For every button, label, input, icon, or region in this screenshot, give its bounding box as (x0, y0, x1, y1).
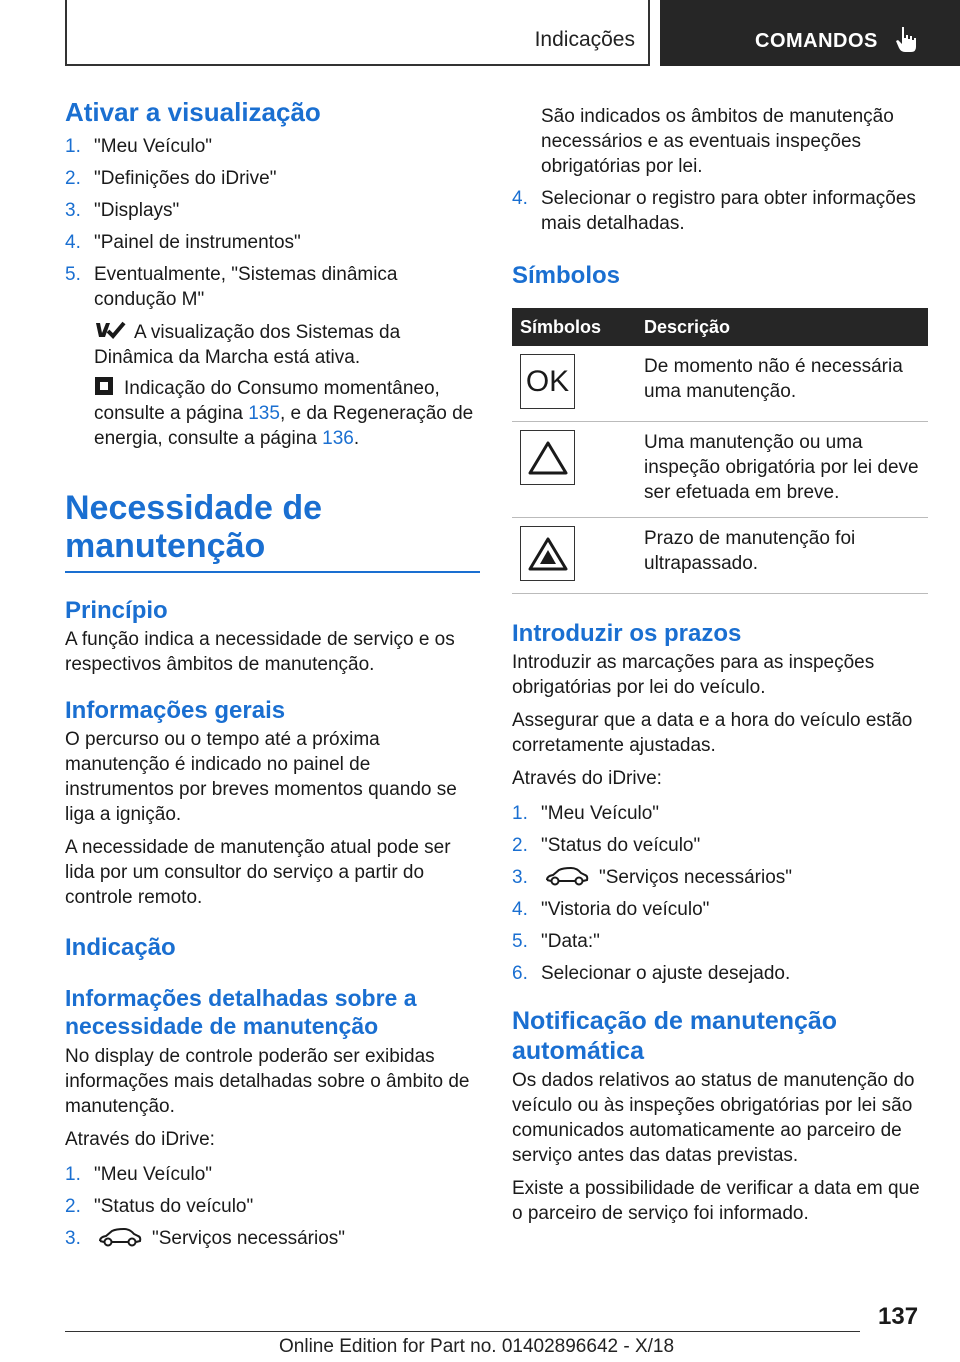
detalhadas-paragraph: No display de controle poderão ser exibidas informações mais detalhadas sobre o âmbito de manutenção. (65, 1046, 470, 1117)
ok-icon: OK (520, 354, 575, 409)
prazos-paragraph-2: Assegurar que a data e a hora do veículo estão corretamente ajustadas. (512, 710, 913, 756)
right-column (512, 104, 928, 1226)
list-item: 4. Selecionar o registro para obter informações mais detalhadas. (512, 188, 916, 234)
warning-triangle-outline-icon (520, 430, 575, 485)
detalhadas-idrive: Através do iDrive: (65, 1129, 215, 1150)
table-cell-desc: De momento não é necessária uma manutenção. (636, 346, 928, 422)
heading-detalhadas: Informações detalhadas sobre a necessidade de manutenção (65, 985, 417, 1039)
table-row (512, 346, 928, 422)
info-paragraph-1: O percurso ou o tempo até a próxima manutenção é indicado no painel de instrumentos por breves momentos quando se liga a ignição. (65, 729, 457, 825)
table-row (512, 518, 928, 594)
table-header-descricao: Descrição (636, 308, 928, 346)
header-divider-left (65, 0, 67, 66)
heading-principio: Princípio (65, 597, 168, 624)
symbols-table (512, 308, 928, 594)
page-header (0, 0, 960, 66)
list-item: 2. "Status do veículo" (65, 1196, 254, 1217)
car-icon (98, 1228, 142, 1248)
consumption-square-icon (94, 376, 114, 396)
footer-edition: Online Edition for Part no. 01402896642 - X/18 (279, 1336, 675, 1357)
left-column (65, 96, 480, 1258)
warning-triangle-filled-icon (520, 526, 575, 581)
prazos-paragraph-1: Introduzir as marcações para as inspeções obrigatórias por lei do veículo. (512, 652, 875, 698)
list-item: 6. Selecionar o ajuste desejado. (512, 963, 791, 984)
list-item: 2. "Definições do iDrive" (65, 168, 277, 189)
list-item: 4. "Painel de instrumentos" (65, 232, 301, 253)
footer-rule (65, 1331, 860, 1332)
notif-paragraph-1: Os dados relativos ao status de manutenção do veículo ou às inspeções obrigatórias por lei são comunicados automaticamente ao parceiro de serviço antes das datas previstas. (512, 1070, 915, 1166)
continued-text: São indicados os âmbitos de manutenção necessários e as eventuais inspeções obrigatórias por lei. (541, 106, 894, 177)
heading-prazos: Introduzir os prazos (512, 620, 742, 647)
page-link-135[interactable]: 135 (248, 403, 280, 424)
header-divider-bottom (65, 64, 650, 66)
list-item: 3. "Serviços necessários" (65, 1228, 346, 1249)
note-dynamics: A visualização dos Sistemas da Dinâmica da Marcha está ativa. (94, 319, 480, 370)
page-number: 137 (878, 1303, 919, 1330)
heading-ativar: Ativar a visualização (65, 97, 321, 127)
car-icon (545, 867, 589, 887)
heading-notificacao: Notificação de manutenção automática (512, 1007, 838, 1065)
list-item: 3. "Serviços necessários" (512, 867, 793, 888)
prazos-idrive: Através do iDrive: (512, 768, 662, 789)
header-divider-right (648, 0, 650, 66)
hand-pointer-icon (894, 24, 920, 54)
section-title: Indicações (534, 28, 635, 51)
list-item: 1. "Meu Veículo" (65, 1164, 213, 1185)
page-link-136[interactable]: 136 (322, 428, 354, 449)
notif-paragraph-2: Existe a possibilidade de verificar a data em que o parceiro de serviço foi informado. (512, 1178, 920, 1224)
table-row (512, 422, 928, 518)
chapter-tab-label: COMANDOS (755, 30, 878, 52)
prazos-steps (512, 801, 928, 986)
chapter-tab[interactable] (660, 0, 960, 66)
table-cell-desc: Prazo de manutenção foi ultrapassado. (636, 518, 928, 594)
list-item: 1. "Meu Veículo" (65, 136, 213, 157)
detalhadas-steps (65, 1162, 480, 1251)
table-cell-desc: Uma manutenção ou uma inspeção obrigatória por lei deve ser efetuada em breve. (636, 422, 928, 518)
dynamics-check-icon (94, 319, 126, 341)
note-consumption: Indicação do Consumo momentâneo, consulte a página 135, e da Regeneração de energia, consulte a página 136. (94, 378, 474, 449)
list-item: 1. "Meu Veículo" (512, 803, 660, 824)
heading-indicacao: Indicação (65, 934, 176, 961)
heading-info-gerais: Informações gerais (65, 697, 286, 724)
heading-necessidade: Necessidade de manutenção (65, 489, 323, 565)
list-item: 5. Eventualmente, "Sistemas dinâmica condução M" (65, 264, 398, 310)
list-item: 3. "Displays" (65, 200, 180, 221)
principio-text: A função indica a necessidade de serviço e os respectivos âmbitos de manutenção. (65, 629, 455, 675)
info-paragraph-2: A necessidade de manutenção atual pode ser lida por um consultor do serviço a partir do controle remoto. (65, 837, 451, 908)
list-item: 2. "Status do veículo" (512, 835, 701, 856)
table-header-simbolos: Símbolos (512, 308, 636, 346)
ativar-steps (65, 134, 480, 312)
heading-rule (65, 571, 480, 573)
list-item: 4. "Vistoria do veículo" (512, 899, 710, 920)
heading-simbolos: Símbolos (512, 262, 621, 289)
continued-steps (512, 186, 928, 236)
list-item: 5. "Data:" (512, 931, 600, 952)
